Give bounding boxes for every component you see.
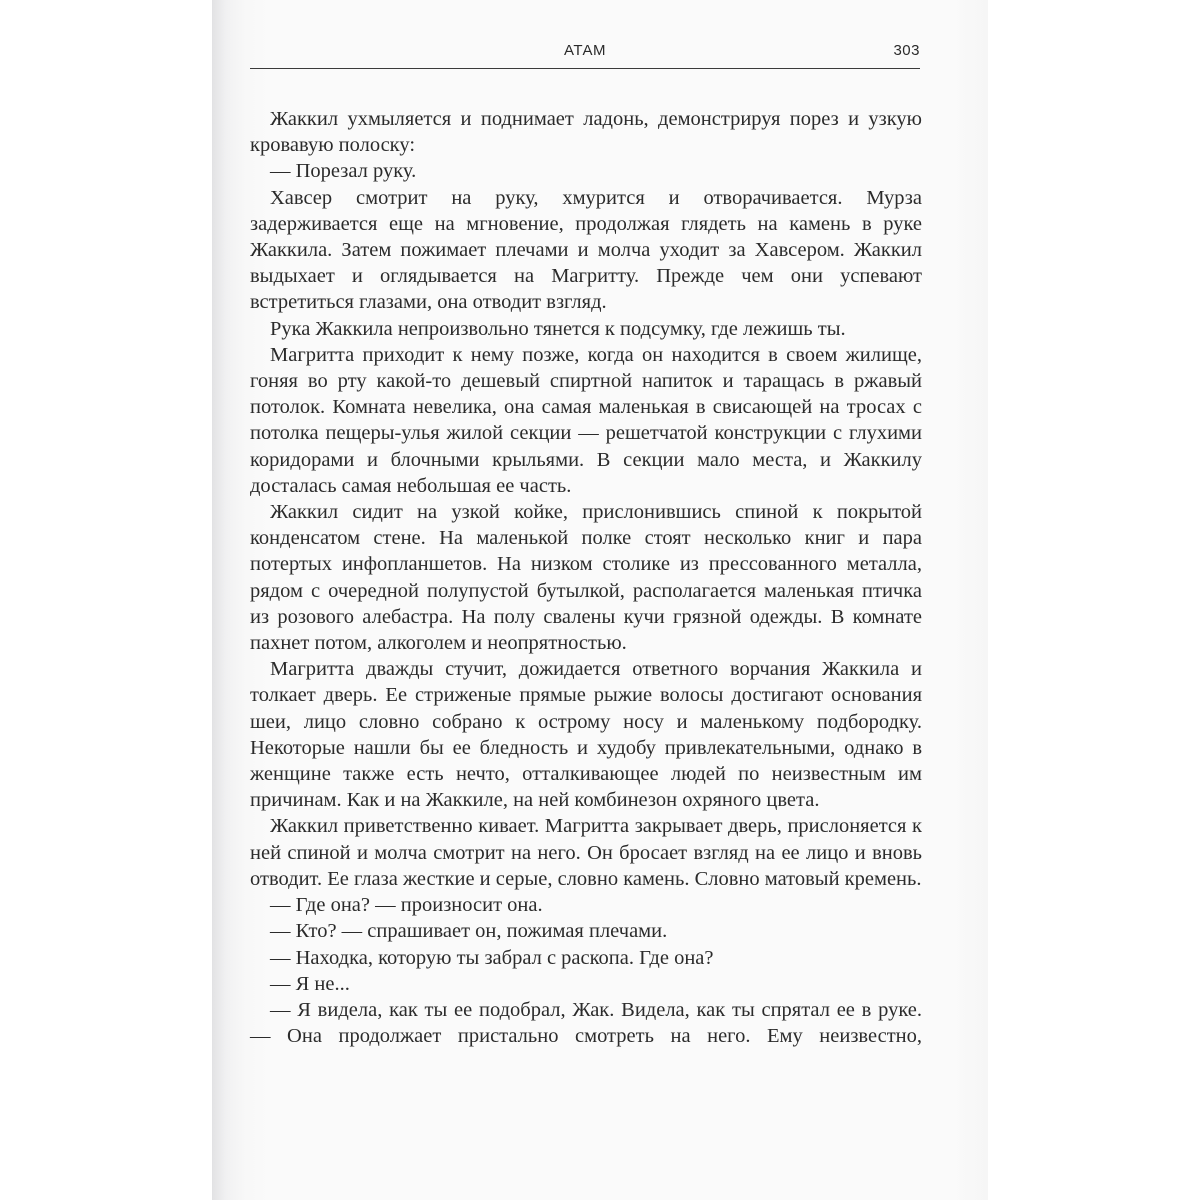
- page-header: [250, 36, 920, 69]
- paragraph: — Где она? — произносит она.: [270, 894, 543, 917]
- paragraph: — Я видела, как ты ее подобрал, Жак. Видела, как ты спрятал ее в руке. — Она продолжает пристально смотреть на него. Ему неизвестно,: [250, 998, 922, 1048]
- paragraph: Жаккил ухмыляется и поднимает ладонь, демонстрируя порез и узкую кровавую полоску:: [250, 108, 922, 157]
- paragraph: — Находка, которую ты забрал с раскопа. Где она?: [270, 946, 714, 969]
- page-number: 303: [893, 42, 920, 59]
- paragraph: — Порезал руку.: [270, 160, 417, 183]
- paragraph: Магритта дважды стучит, дожидается ответного ворчания Жаккила и толкает дверь. Ее стриженые прямые рыжие волосы достигают основания шеи, лицо словно собрано к острому носу и маленькому подбородку. Некоторые нашли бы ее бледность и худобу привлекательными, однако в женщине также есть нечто, отталкивающее людей по неизвестным им причинам. Как и на Жаккиле, на ней комбинезон охряного цвета.: [250, 658, 922, 812]
- body-text: [250, 106, 922, 1049]
- running-title: АТАМ: [564, 42, 606, 59]
- paragraph: Жаккил приветственно кивает. Магритта закрывает дверь, прислоняется к ней спиной и молча смотрит на него. Он бросает взгляд на ее лицо и вновь отводит. Ее глаза жесткие и серые, словно камень. Словно матовый кремень.: [250, 815, 922, 890]
- paragraph: Магритта приходит к нему позже, когда он находится в своем жилище, гоняя во рту какой-то дешевый спиртной напиток и таращась в ржавый потолок. Комната невелика, она самая маленькая в свисающей на тросах с потолка пещеры-улья жилой секции — решетчатой конструкции с глухими коридорами и блочными крыльями. В секции мало места, и Жаккилу досталась самая небольшая ее часть.: [250, 343, 922, 497]
- paragraph: — Я не...: [270, 972, 350, 995]
- paragraph: Жаккил сидит на узкой койке, прислонившись спиной к покрытой конденсатом стене. На маленькой полке стоят несколько книг и пара потертых инфопланшетов. На низком столике из прессованного металла, рядом с очередной полупустой бутылкой, располагается маленькая птичка из розового алебастра. На полу свалены кучи грязной одежды. В комнате пахнет потом, алкоголем и неопрятностью.: [250, 501, 922, 655]
- paragraph: — Кто? — спрашивает он, пожимая плечами.: [270, 920, 668, 943]
- paragraph: Рука Жаккила непроизвольно тянется к подсумку, где лежишь ты.: [270, 317, 846, 340]
- paragraph: Хавсер смотрит на руку, хмурится и отворачивается. Мурза задерживается еще на мгновение, продолжая глядеть на камень в руке Жаккила. Затем пожимает плечами и молча уходит за Хавсером. Жаккил выдыхает и оглядывается на Магритту. Прежде чем они успевают встретиться глазами, она отводит взгляд.: [250, 186, 922, 314]
